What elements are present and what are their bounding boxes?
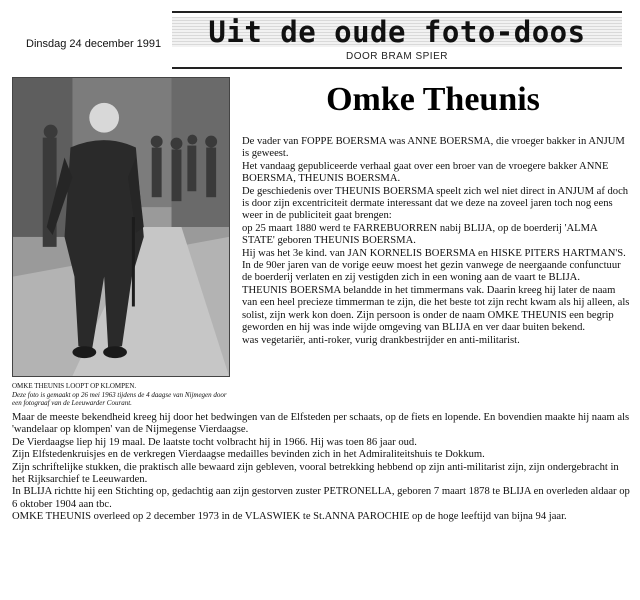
paragraph: Hij was het 3e kind. van JAN KORNELIS BOERSMA en HISKE PITERS HARTMAN'S. — [242, 247, 626, 259]
column-masthead — [172, 11, 622, 69]
paragraph: De vader van FOPPE BOERSMA was ANNE BOERSMA, die vroeger bakker in ANJUM is geweest. — [242, 136, 625, 160]
paragraph: Het vandaag gepubliceerde verhaal gaat over een broer van de vroegere bakker ANNE BOERSMA, THEUNIS BOERSMA. — [242, 160, 609, 185]
paragraph: In de 90er jaren van de vorige eeuw moest het gezin vanwege de neergaande confunctuur de boerderij verlaten en zij vestigden zich in een woning aan de vaart te BLIJA. — [242, 260, 621, 284]
paragraph: THEUNIS BOERSMA belandde in het timmermans vak. Daarin kreeg hij later de naam van een heel precieze timmerman te zijn, die het beste tot zijn recht kwam als hij alleen, als solist, zijn werk kon doen. Zijn persoon is onder de naam OMKE THEUNIS een begrip geworden en hij was inde wijde omgeving van BLIJA en ver daar buiten bekend. — [242, 284, 630, 334]
paragraph: De geschiedenis over THEUNIS BOERSMA speelt zich wel niet direct in ANJUM af doch is door zijn excentriciteit dermate interessant dat we deze na zoveel jaren toch nog eens weer in de publiciteit gaat brengen: — [242, 185, 629, 222]
photo-caption — [12, 382, 234, 408]
article-photo — [12, 77, 230, 377]
paragraph: Zijn Elfstedenkruisjes en de verkregen Vierdaagse medailles bevinden zich in het Admiraliteitshuis te Dokkum. — [12, 449, 485, 461]
paragraph: was vegetariër, anti-roker, vurig drankbestrijder en anti-militarist. — [242, 334, 520, 346]
masthead-title: Uit de oude foto-doos — [172, 17, 622, 47]
article-full-width-text — [12, 412, 630, 524]
paragraph: Maar de meeste bekendheid kreeg hij door het bedwingen van de Elfsteden per schaats, op de fiets en lopende. En bovendien maakte hij naam als 'wandelaar op klompen' van de Nijmegense Vierdaagse. — [12, 412, 630, 436]
paragraph: In BLIJA richtte hij een Stichting op, gedachtig aan zijn gestorven zuster PETRONELLA, geboren 7 maart 1878 te BLIJA en overleden aldaar op 6 oktober 1904 aan tbc. — [12, 486, 630, 510]
paragraph: De Vierdaagse liep hij 19 maal. De laatste tocht volbracht hij in 1966. Hij was toen 86 jaar oud. — [12, 436, 417, 448]
paragraph: op 25 maart 1880 werd te FARREBUORREN nabij BLIJA, op de boerderij 'ALMA STATE' geboren THEUNIS BOERSMA. — [242, 222, 598, 247]
masthead-byline: DOOR BRAM SPIER — [346, 51, 448, 62]
article-column-text — [242, 136, 630, 347]
photo-illustration — [13, 78, 229, 376]
caption-heading: OMKE THEUNIS LOOPT OP KLOMPEN. — [12, 382, 137, 390]
article-headline: Omke Theunis — [326, 81, 540, 118]
paragraph: Zijn schriftelijke stukken, die praktisch alle bewaard zijn gebleven, vooral betrekking hebbend op zijn anti-militarist zijn, zijn ondergebracht in het Rijksarchief te Leeuwarden. — [12, 461, 619, 486]
paragraph: OMKE THEUNIS overleed op 2 december 1973 in de VLASWIEK te St.ANNA PAROCHIE op de hoge leeftijd van bijna 94 jaar. — [12, 511, 567, 523]
caption-text: Deze foto is gemaakt op 26 mei 1963 tijdens de 4 daagse van Nijmegen door een fotograaf van de Leeuwarder Courant. — [12, 390, 227, 407]
publication-date: Dinsdag 24 december 1991 — [26, 38, 162, 50]
